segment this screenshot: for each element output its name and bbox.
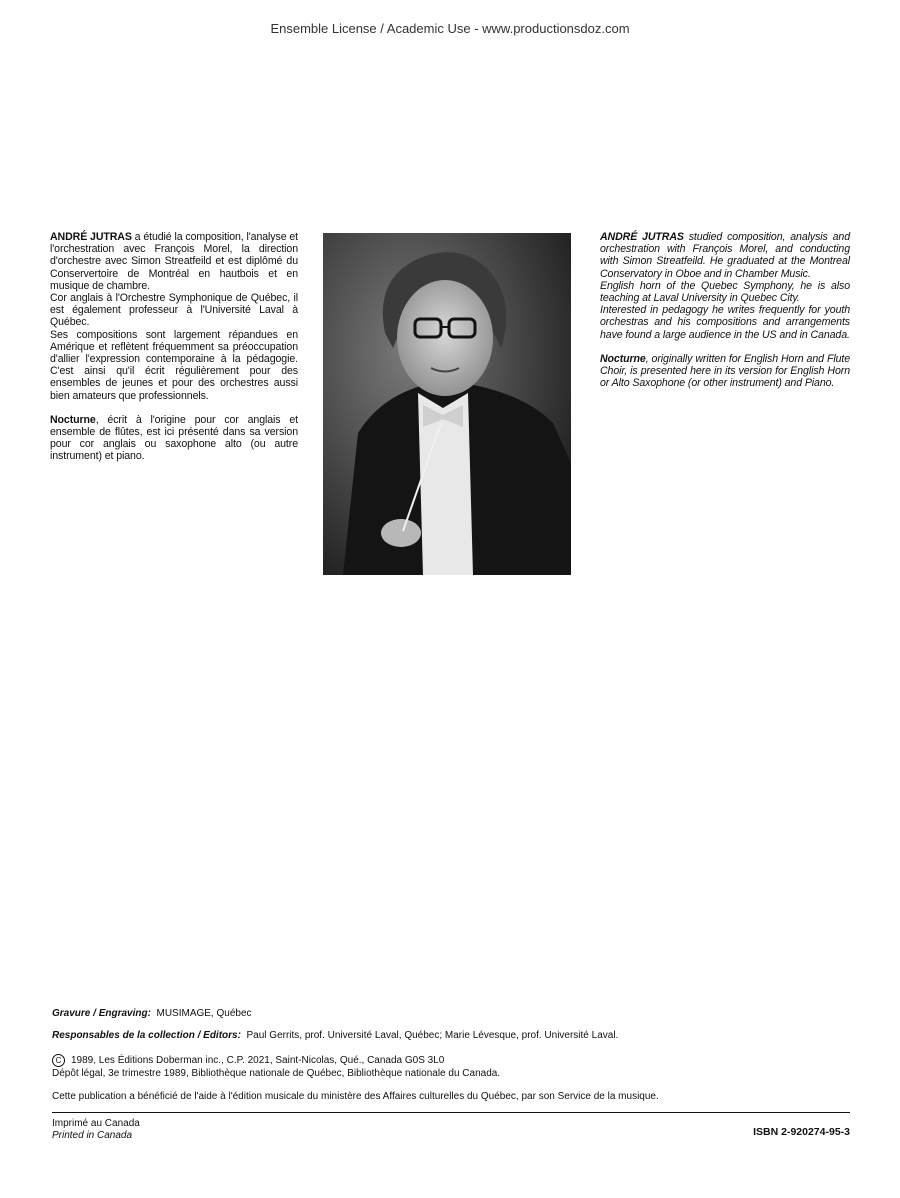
editors-value: Paul Gerrits, prof. Université Laval, Québec; Marie Lévesque, prof. Université Laval. <box>246 1030 619 1041</box>
license-header: Ensemble License / Academic Use - www.productionsdoz.com <box>270 21 630 36</box>
bio-fr-paragraph-1 <box>50 231 298 292</box>
work-title-en: Nocturne <box>600 352 646 365</box>
composer-name-en: ANDRÉ JUTRAS <box>600 231 684 243</box>
bio-fr-paragraph-4 <box>50 414 298 463</box>
copyright-icon: C <box>52 1054 65 1067</box>
bio-en-paragraph-3: Interested in pedagogy he writes frequently for youth orchestras and his compositions and arrangements have found a large audience in the US and in Canada. <box>600 304 850 341</box>
engraving-credit <box>52 1008 852 1019</box>
composer-photo <box>323 233 571 575</box>
bio-en-paragraph-1 <box>600 231 850 280</box>
bio-fr-text-1: a étudié la composition, l'analyse et l'orchestration avec François Morel, la direction d'orchestre avec Simon Streatfeild et est diplômé du Conservertoire de Montréal en hautbois et en musique de chambre. <box>50 231 298 292</box>
bio-en-text-1: studied composition, analysis and orchestration with François Morel, and conducting with Simon Streatfeild. He graduated at the Montreal Conservatory in Oboe and in Chamber Music. <box>600 231 850 280</box>
editors-label: Responsables de la collection / Editors: <box>52 1030 241 1041</box>
bio-french <box>50 231 298 463</box>
copyright-line-1: 1989, Les Éditions Doberman inc., C.P. 2021, Saint-Nicolas, Qué., Canada G0S 3L0 <box>71 1055 445 1067</box>
support-notice: Cette publication a bénéficié de l'aide à l'édition musicale du ministère des Affaires culturelles du Québec, par son Service de la musique. <box>52 1091 659 1102</box>
bio-en-text-4: , originally written for English Horn and Flute Choir, is presented here in its version for English Horn or Alto Saxophone (or other instrument) and Piano. <box>600 352 850 390</box>
printed-fr: Imprimé au Canada <box>52 1118 140 1129</box>
bio-fr-paragraph-3: Ses compositions sont largement répandues en Amérique et reflètent fréquemment sa préoccupation d'allier l'expression contemporaine à la pédagogie. C'est ainsi qu'il écrit régulièrement pour des ensembles de jeunes et pour des orchestres aussi bien amateurs que professionnels. <box>50 328 298 402</box>
printed-en: Printed in Canada <box>52 1130 133 1141</box>
bio-english <box>600 231 850 389</box>
work-title-fr: Nocturne <box>50 413 96 426</box>
bio-fr-text-4: , écrit à l'origine pour cor anglais et ensemble de flûtes, est ici présenté dans sa version pour cor anglais ou saxophone alto (ou autre instrument) et piano. <box>50 413 298 463</box>
copyright-notice <box>52 1054 500 1080</box>
isbn: ISBN 2-920274-95-3 <box>753 1126 850 1138</box>
footer-divider <box>52 1112 850 1113</box>
engraving-value: MUSIMAGE, Québec <box>156 1008 252 1019</box>
bio-en-paragraph-4 <box>600 353 850 390</box>
printed-in <box>52 1118 140 1142</box>
engraving-label: Gravure / Engraving: <box>52 1008 151 1019</box>
bio-fr-paragraph-2: Cor anglais à l'Orchestre Symphonique de Québec, il est également professeur à l'Université Laval à Québec. <box>50 292 298 329</box>
composer-name-fr: ANDRÉ JUTRAS <box>50 231 132 243</box>
copyright-line-2: Dépôt légal, 3e trimestre 1989, Bibliothèque nationale de Québec, Bibliothèque nationale du Canada. <box>52 1068 501 1080</box>
bio-en-paragraph-2: English horn of the Quebec Symphony, he is also teaching at Laval University in Quebec City. <box>600 279 850 305</box>
editors-credit <box>52 1030 852 1041</box>
